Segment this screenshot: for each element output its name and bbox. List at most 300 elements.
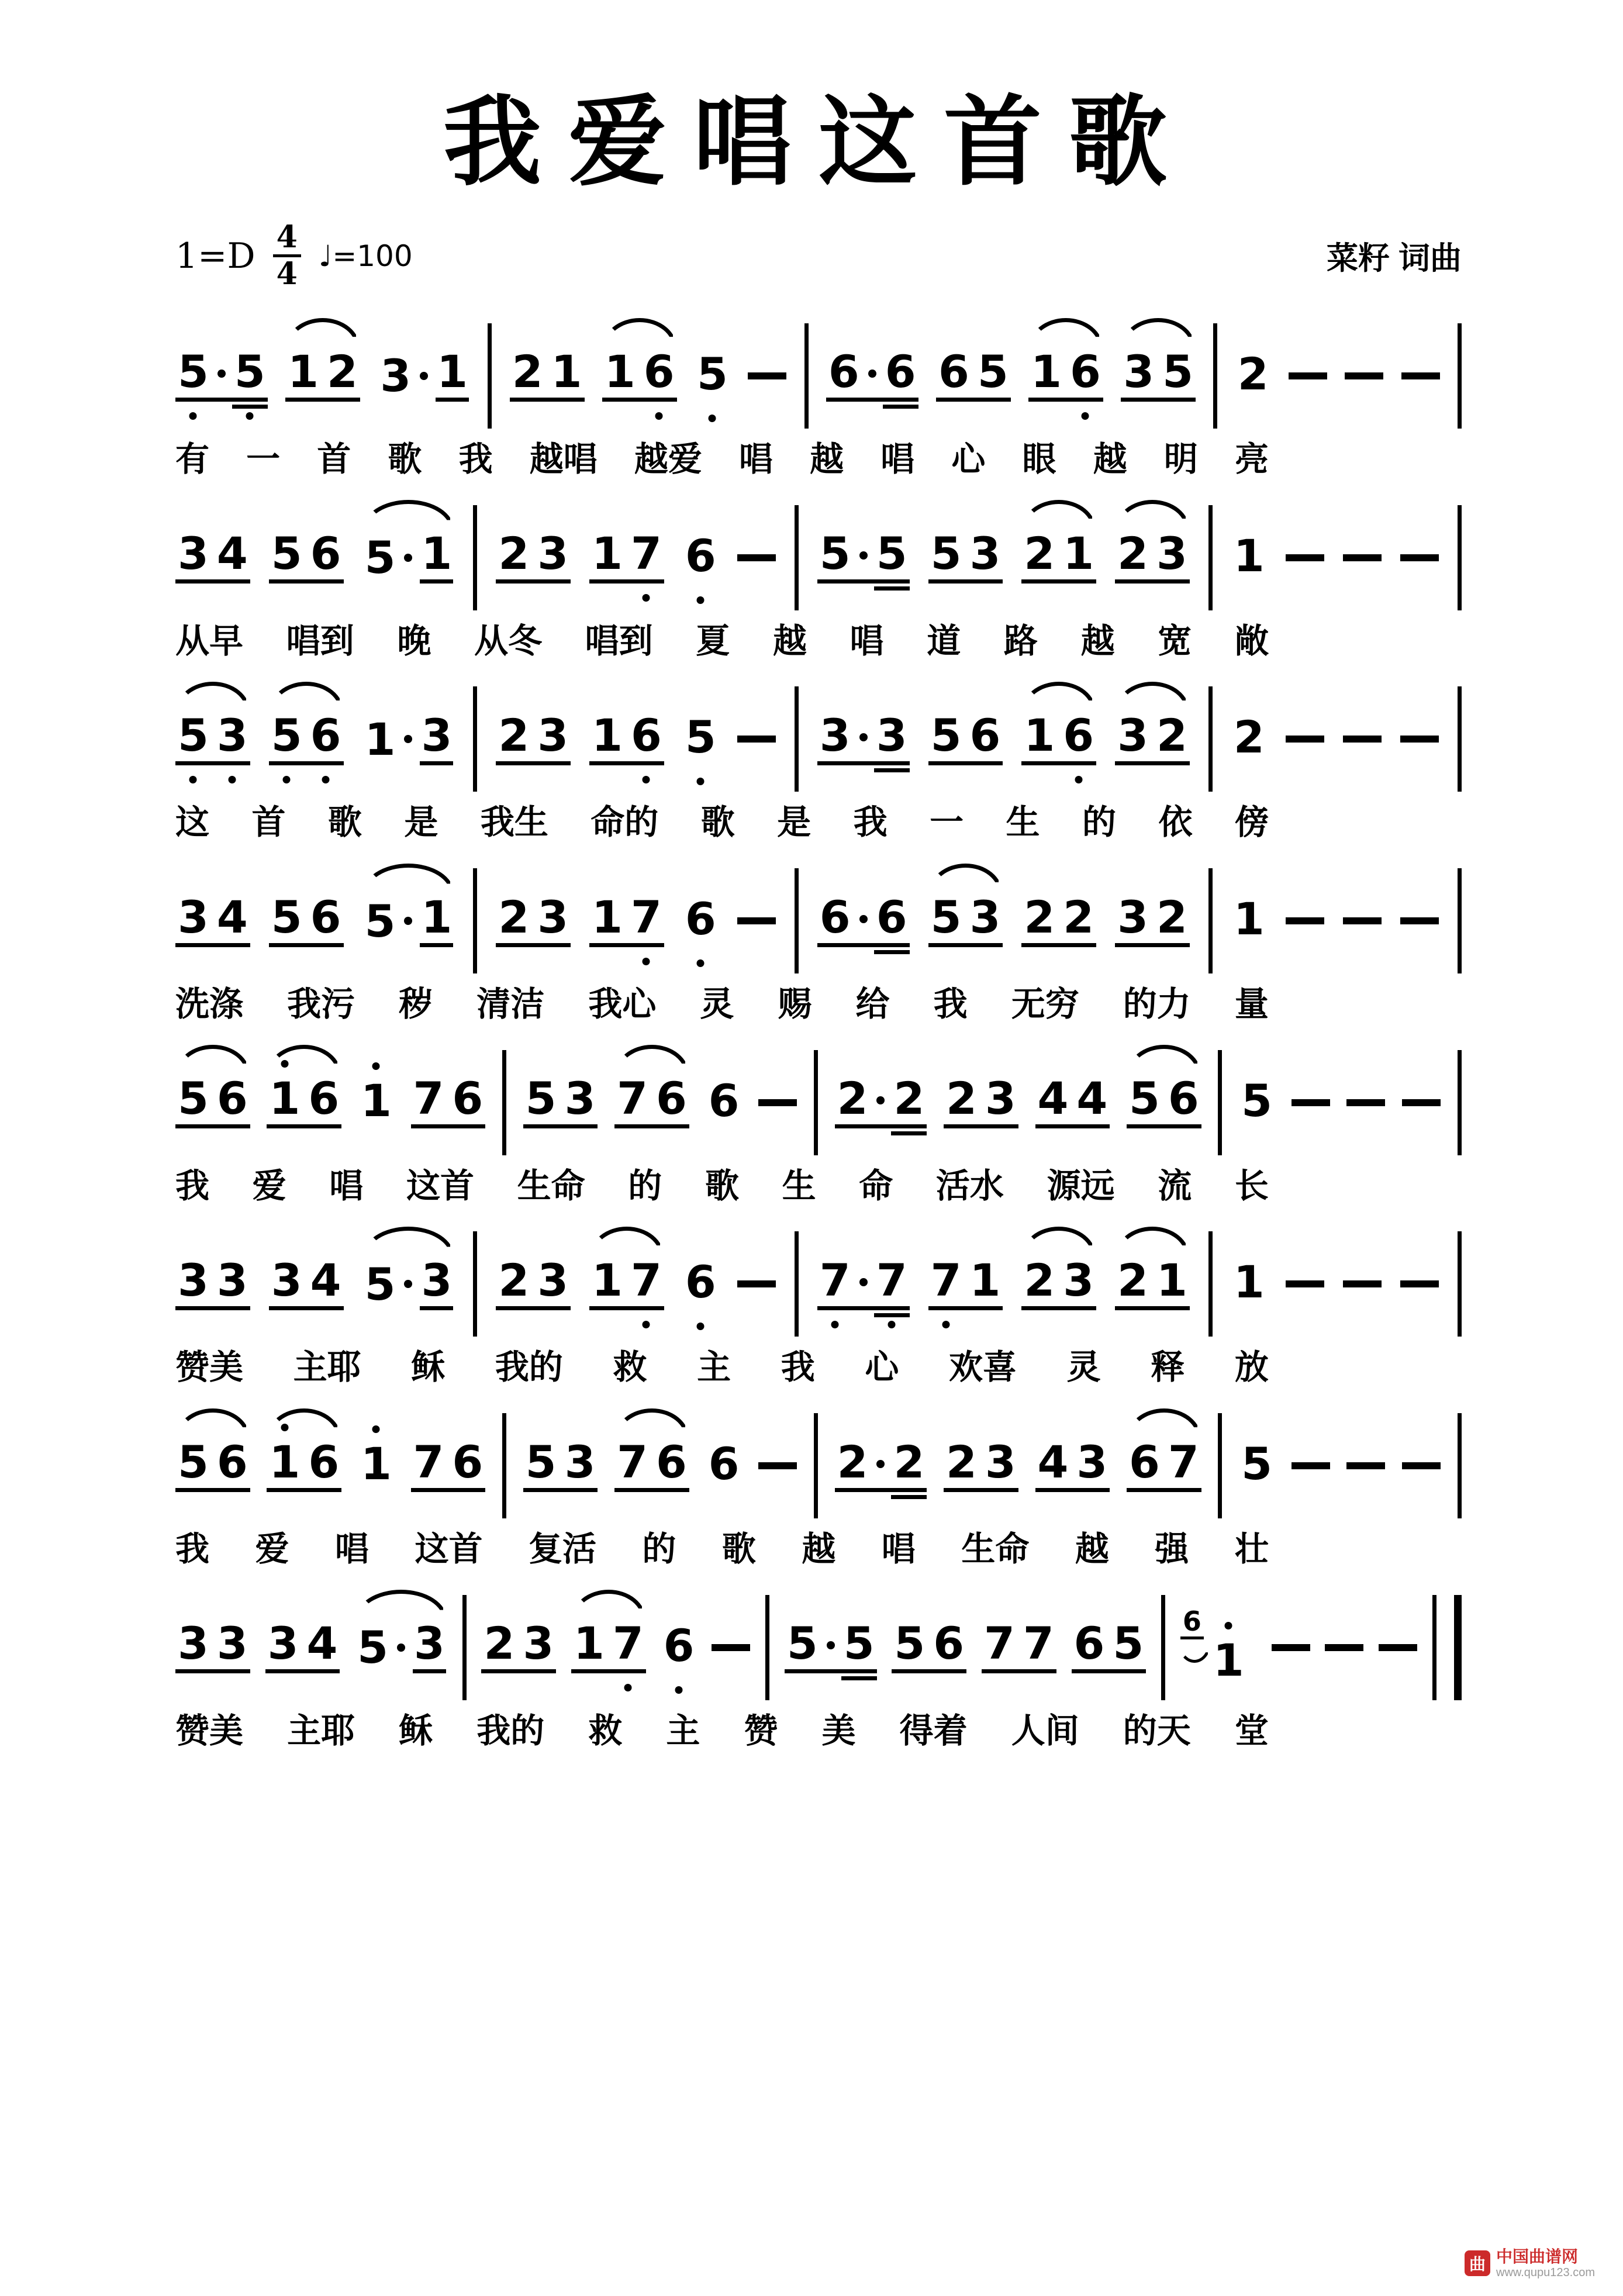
- lyric-syllable: 歌: [721, 1530, 756, 1569]
- note-group: [358, 1438, 394, 1490]
- note-group: [1235, 347, 1271, 400]
- barline: [502, 1413, 506, 1518]
- note: 6: [708, 1438, 740, 1490]
- note: 2: [837, 1435, 868, 1488]
- octave-dot-below-icon: [229, 776, 236, 783]
- lyric-syllable: 给: [855, 985, 890, 1024]
- duration-dash: [1292, 1099, 1330, 1106]
- note: 6: [884, 350, 917, 398]
- note: 2: [498, 1254, 530, 1306]
- note-group: [496, 709, 571, 765]
- note: 6: [1168, 1072, 1199, 1125]
- lyric-syllable: 生: [1006, 803, 1040, 842]
- note: 1: [364, 713, 396, 765]
- note-group: [510, 346, 585, 402]
- note: 5: [177, 713, 210, 761]
- note-group: [175, 890, 250, 947]
- barline: [765, 1595, 769, 1700]
- barline: [795, 505, 799, 610]
- note: 3: [564, 1072, 596, 1125]
- system-6: [175, 1225, 1462, 1387]
- lyric-syllable: 的力: [1123, 985, 1191, 1024]
- note: 1: [420, 895, 453, 947]
- note-group: [496, 890, 571, 947]
- lyric-syllable: 灵: [700, 985, 734, 1024]
- slur-icon: [1127, 1408, 1201, 1439]
- note: 6: [1062, 713, 1095, 761]
- note-group: [1021, 709, 1096, 765]
- lyric-syllable: 生命: [517, 1166, 585, 1205]
- note: 6: [708, 1074, 740, 1127]
- lyric-syllable: 命: [859, 1166, 893, 1205]
- time-signature-denominator: 4: [276, 256, 298, 292]
- duration-dash: [1289, 372, 1327, 379]
- note: 5: [271, 890, 302, 943]
- watermark: [1465, 2247, 1595, 2280]
- lyric-syllable: 越: [802, 1530, 836, 1569]
- lyric-syllable: 源远: [1047, 1166, 1115, 1205]
- lyric-syllable: 路: [1003, 622, 1038, 660]
- lyric-syllable: 主耶: [293, 1348, 361, 1387]
- lyric-syllable: 主: [666, 1711, 700, 1750]
- lyrics-row: [175, 1530, 1462, 1569]
- second-underline: [891, 1131, 927, 1135]
- duration-dash: [1400, 1280, 1439, 1287]
- note: 2: [946, 1072, 977, 1125]
- lyric-syllable: 人间: [1011, 1711, 1079, 1750]
- lyric-syllable: 敞: [1234, 622, 1269, 660]
- lyric-syllable: 首: [251, 803, 286, 842]
- note-group: [175, 1617, 250, 1673]
- note: 3: [271, 1254, 302, 1306]
- note: 5: [684, 715, 717, 763]
- note: 3: [380, 350, 412, 402]
- barline: [1218, 1413, 1222, 1518]
- duration-dash: [737, 917, 776, 924]
- note-group: [411, 1435, 486, 1492]
- note: 5: [696, 352, 729, 400]
- note-group: [817, 890, 910, 947]
- lyric-syllable: 放: [1234, 1348, 1269, 1387]
- key-tempo-group: [175, 219, 413, 292]
- note: 5: [842, 1621, 876, 1669]
- slur-icon: [1021, 500, 1096, 530]
- duration-dash: [712, 1644, 750, 1651]
- note: 6: [656, 1072, 687, 1125]
- note-group: [835, 1435, 927, 1492]
- augmentation-dot-icon: [876, 1460, 885, 1468]
- note-group: [817, 709, 910, 765]
- octave-dot-above-icon: [281, 1424, 288, 1431]
- system-3: [175, 681, 1462, 843]
- note-group: [1231, 711, 1267, 764]
- note: 6: [819, 890, 851, 943]
- note: 2: [1024, 1254, 1055, 1306]
- note: 2: [327, 346, 358, 398]
- note: 3: [523, 1617, 554, 1670]
- note-group: [1239, 1074, 1275, 1127]
- note-group: [267, 1435, 341, 1492]
- duration-dash: [1286, 736, 1324, 743]
- lyric-syllable: 有: [175, 440, 210, 478]
- note-group: [928, 527, 1003, 584]
- lyric-syllable: 我生: [480, 803, 548, 842]
- note-group: [1231, 1256, 1267, 1308]
- note-group: [269, 527, 344, 584]
- note: 5: [270, 713, 303, 761]
- lyric-syllable: 流: [1158, 1166, 1192, 1205]
- duration-dash: [1400, 917, 1439, 924]
- note-group: [683, 529, 719, 582]
- note-group: [523, 1435, 598, 1492]
- lyric-syllable: 量: [1234, 985, 1269, 1024]
- lyric-syllable: 爱: [255, 1530, 289, 1569]
- note: 3: [420, 713, 453, 765]
- lyric-syllable: 这: [175, 803, 210, 842]
- lyric-syllable: 秽: [399, 985, 433, 1024]
- note: 7: [1168, 1435, 1199, 1488]
- slur-icon: [362, 1227, 455, 1257]
- note: 1: [1156, 1254, 1187, 1306]
- barline: [1218, 1050, 1222, 1155]
- octave-dot-below-icon: [1075, 776, 1082, 783]
- note: 2: [1024, 527, 1055, 580]
- note: 3: [178, 1254, 209, 1306]
- note: 1: [1233, 1256, 1265, 1308]
- note: 7: [630, 531, 663, 579]
- augmentation-dot-icon: [827, 1641, 835, 1649]
- note: 2: [892, 1076, 926, 1124]
- note-group: [661, 1619, 697, 1672]
- note-group: [602, 346, 677, 402]
- octave-dot-above-icon: [372, 1425, 380, 1433]
- note: 6: [216, 1072, 248, 1125]
- barline: [795, 686, 799, 792]
- duration-dash: [1286, 554, 1324, 561]
- augmentation-dot-icon: [868, 370, 876, 378]
- slur-icon: [285, 318, 360, 348]
- note: 5: [525, 1072, 557, 1125]
- slur-icon: [175, 1045, 250, 1075]
- duration-dash: [1286, 1280, 1324, 1287]
- note-group: [892, 1617, 966, 1673]
- barline: [814, 1413, 818, 1518]
- note: 5: [178, 1072, 209, 1125]
- lyric-syllable: 我: [175, 1530, 210, 1569]
- octave-dot-below-icon: [189, 412, 197, 420]
- lyrics-row: [175, 1712, 1462, 1751]
- barline: [462, 1595, 467, 1700]
- augmentation-dot-icon: [404, 554, 412, 562]
- note: 4: [216, 890, 248, 943]
- lyric-syllable: 首: [317, 440, 351, 478]
- lyric-syllable: 长: [1234, 1166, 1269, 1205]
- composer-credit: 菜籽 词曲: [1326, 241, 1462, 277]
- note-group: [683, 893, 719, 945]
- lyric-syllable: 赐: [778, 985, 812, 1024]
- note: 6: [308, 1072, 340, 1125]
- octave-dot-above-icon: [1225, 1622, 1232, 1629]
- slur-icon: [362, 500, 455, 530]
- note-group: [1127, 1435, 1201, 1492]
- note-group: [1115, 1254, 1190, 1310]
- lyric-syllable: 的: [642, 1530, 676, 1569]
- note-group: [1115, 527, 1190, 584]
- notes-row: [175, 317, 1462, 434]
- slur-icon: [614, 1408, 689, 1439]
- lyric-syllable: 释: [1151, 1348, 1185, 1387]
- note: 3: [216, 1254, 248, 1306]
- lyrics-row: [175, 1167, 1462, 1206]
- slur-icon: [1121, 318, 1196, 348]
- duration-dash: [1401, 372, 1440, 379]
- note: 6: [310, 890, 341, 943]
- note: 1: [1031, 346, 1062, 398]
- note-group: [706, 1074, 742, 1127]
- note-group: [589, 890, 664, 947]
- note-group: [589, 1254, 664, 1310]
- note-group: [589, 709, 664, 765]
- lyrics-row: [175, 440, 1462, 479]
- note-group: [928, 890, 1003, 947]
- barline: [1458, 505, 1462, 610]
- note: 4: [1037, 1435, 1069, 1488]
- note: 6: [630, 713, 663, 761]
- augmentation-dot-icon: [404, 1280, 412, 1288]
- note-group: [358, 1074, 394, 1127]
- note: 5: [364, 1258, 396, 1310]
- lyric-syllable: 歌: [700, 803, 735, 842]
- lyric-syllable: 夏: [696, 622, 730, 660]
- slur-icon: [614, 1045, 689, 1075]
- note: 7: [875, 1258, 909, 1306]
- note-group: [1115, 890, 1190, 947]
- notes-row: [175, 1589, 1462, 1706]
- barline: [1458, 1413, 1462, 1518]
- lyric-syllable: 从冬: [474, 622, 542, 660]
- slur-icon: [1127, 1045, 1201, 1075]
- note: 7: [617, 1072, 648, 1125]
- duration-dash: [737, 736, 776, 743]
- note-group: [571, 1617, 646, 1673]
- lyric-syllable: 越爱: [634, 440, 702, 478]
- second-underline: [874, 586, 910, 591]
- note: 2: [1156, 709, 1187, 761]
- note: 4: [306, 1617, 338, 1670]
- notes-row: [175, 862, 1462, 979]
- lyric-syllable: 越: [1093, 440, 1127, 478]
- lyric-syllable: 晚: [397, 622, 431, 660]
- system-2: [175, 499, 1462, 661]
- watermark-url: www.qupu123.com: [1496, 2266, 1595, 2279]
- note: 5: [977, 346, 1009, 398]
- note: 7: [819, 1258, 852, 1306]
- note: 6: [308, 1435, 340, 1488]
- system-1: [175, 317, 1462, 479]
- lyric-syllable: 堂: [1234, 1711, 1269, 1750]
- slur-icon: [1028, 318, 1103, 348]
- augmentation-dot-icon: [420, 372, 428, 380]
- note: 1: [360, 1442, 393, 1490]
- octave-dot-below-icon: [1082, 412, 1089, 420]
- note: 5: [1162, 346, 1194, 398]
- octave-dot-below-icon: [655, 412, 663, 420]
- lyric-syllable: 救: [613, 1348, 647, 1387]
- lyric-syllable: 复活: [528, 1530, 596, 1569]
- barline: [473, 505, 477, 610]
- duration-dash: [1379, 1644, 1417, 1651]
- note: 7: [630, 895, 663, 943]
- note: 3: [875, 713, 909, 761]
- barline: [1208, 505, 1213, 610]
- note-group: [1115, 709, 1190, 765]
- note: 5: [786, 1617, 818, 1670]
- note: 1: [574, 1617, 605, 1670]
- notes-row: [175, 681, 1462, 797]
- slur-icon: [269, 682, 344, 712]
- note: 4: [310, 1254, 341, 1306]
- note: 5: [1241, 1438, 1273, 1490]
- note-group: [175, 527, 250, 584]
- note-group: [269, 709, 344, 765]
- note: 2: [498, 527, 530, 580]
- lyric-syllable: 强: [1155, 1530, 1189, 1569]
- note: 1: [592, 527, 623, 580]
- notes-row: [175, 1225, 1462, 1342]
- note: 3: [1117, 890, 1149, 943]
- note-group: [523, 1072, 598, 1128]
- lyric-syllable: 歌: [705, 1166, 739, 1205]
- notes-row: [175, 499, 1462, 616]
- note-group: [835, 1072, 927, 1128]
- note: 2: [1117, 527, 1149, 580]
- note: 5: [233, 350, 267, 398]
- note: 6: [216, 1435, 248, 1488]
- note-group: [411, 1072, 486, 1128]
- octave-dot-below-icon: [888, 1321, 896, 1328]
- note: 3: [537, 527, 569, 580]
- note: 5: [875, 531, 909, 579]
- note: 3: [537, 890, 569, 943]
- lyric-syllable: 唱到: [585, 622, 653, 660]
- note-group: [496, 1254, 571, 1310]
- slur-icon: [571, 1590, 646, 1620]
- note-group: [1231, 529, 1267, 582]
- slur-icon: [589, 1227, 664, 1257]
- lyric-syllable: 救: [588, 1711, 623, 1750]
- slur-icon: [1021, 682, 1096, 712]
- note: 2: [1237, 347, 1269, 400]
- slur-icon: [267, 1045, 341, 1075]
- barline: [1458, 323, 1462, 429]
- augmentation-dot-icon: [404, 735, 412, 743]
- note: 3: [537, 1254, 569, 1306]
- note: 3: [1123, 346, 1155, 398]
- slur-icon: [355, 1590, 447, 1620]
- lyric-syllable: 赞美: [175, 1348, 244, 1387]
- note: 3: [819, 709, 851, 761]
- note: 5: [364, 895, 396, 947]
- note: 1: [268, 1076, 301, 1124]
- second-underline: [874, 1313, 910, 1317]
- lyric-syllable: 美: [821, 1711, 856, 1750]
- note-group: [175, 709, 250, 765]
- lyric-syllable: 我: [781, 1348, 815, 1387]
- note-group: [944, 1072, 1018, 1128]
- duration-dash: [1292, 1462, 1330, 1469]
- note-group: [175, 1072, 250, 1128]
- note: 5: [930, 709, 962, 761]
- duration-dash: [1325, 1644, 1363, 1651]
- slur-icon: [928, 864, 1003, 894]
- duration-dash: [1400, 736, 1439, 743]
- note: 3: [178, 527, 209, 580]
- lyric-syllable: 的天: [1123, 1711, 1191, 1750]
- note-group: [1231, 893, 1267, 945]
- note: 2: [1063, 890, 1094, 943]
- augmentation-dot-icon: [859, 915, 868, 923]
- note-group: [683, 711, 719, 764]
- watermark-text: [1496, 2247, 1595, 2280]
- octave-dot-below-icon: [322, 776, 330, 783]
- note-group: [817, 1254, 910, 1310]
- note: 6: [1128, 1435, 1160, 1488]
- note: 5: [357, 1621, 389, 1674]
- grace-note: 6: [1180, 1608, 1204, 1639]
- lyric-syllable: 越: [1075, 1530, 1109, 1569]
- lyric-syllable: 亮: [1234, 440, 1269, 478]
- note: 1: [1233, 529, 1265, 582]
- slur-icon: [1115, 1227, 1190, 1257]
- duration-dash: [758, 1099, 797, 1106]
- lyric-syllable: 唱: [850, 622, 884, 660]
- note-group: [267, 1072, 341, 1128]
- note-group: [285, 346, 360, 402]
- notes-row: [175, 1044, 1462, 1161]
- lyric-syllable: 傍: [1234, 803, 1269, 842]
- note: 5: [271, 527, 302, 580]
- note: 7: [630, 1258, 663, 1306]
- note: 5: [1241, 1074, 1273, 1127]
- notes-row: [175, 1407, 1462, 1524]
- lyric-syllable: 心: [865, 1348, 899, 1387]
- lyric-syllable: 命的: [591, 803, 659, 842]
- note-group: [928, 709, 1003, 765]
- second-underline: [874, 768, 910, 772]
- note-group: [695, 347, 730, 400]
- note-group: [175, 346, 268, 402]
- note: 6: [452, 1072, 484, 1125]
- note-group: [265, 1617, 340, 1673]
- note: 3: [1076, 1435, 1108, 1488]
- note: 2: [946, 1435, 977, 1488]
- note: 3: [413, 1621, 446, 1673]
- barline: [814, 1050, 818, 1155]
- octave-dot-below-icon: [643, 776, 650, 783]
- note: 6: [643, 350, 676, 398]
- lyric-syllable: 我心: [588, 985, 657, 1024]
- note: 1: [1024, 709, 1055, 761]
- barline: [1458, 1050, 1462, 1155]
- duration-dash: [1402, 1099, 1441, 1106]
- note-group: [362, 527, 455, 584]
- barline: [473, 1231, 477, 1337]
- second-underline: [891, 1495, 927, 1499]
- watermark-logo-icon: 曲: [1465, 2250, 1490, 2276]
- note: 5: [930, 527, 962, 580]
- barline: [1213, 323, 1217, 429]
- note-group: [589, 527, 664, 584]
